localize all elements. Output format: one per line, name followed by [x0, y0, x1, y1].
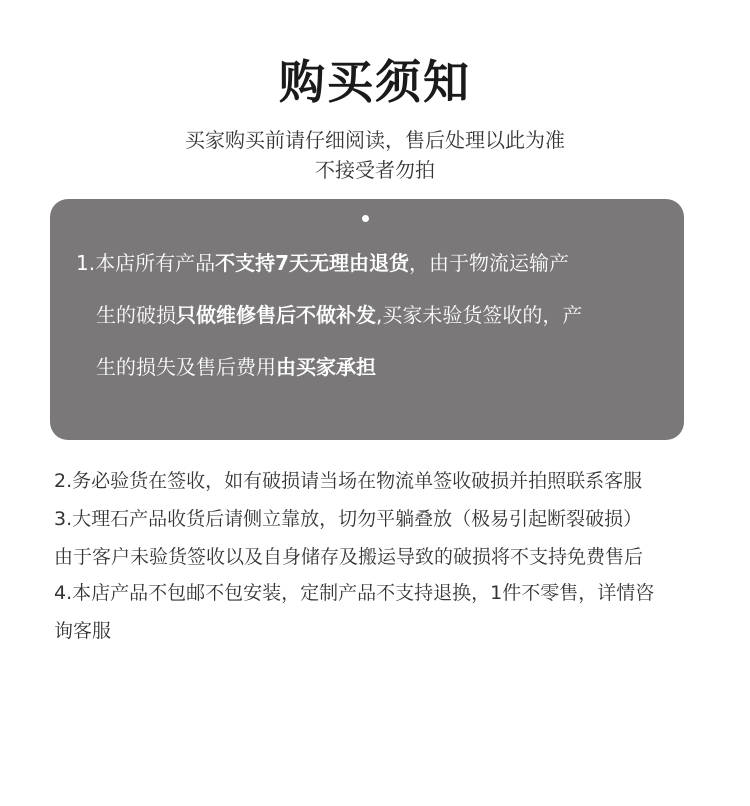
- page-title: 购买须知: [279, 55, 471, 109]
- subtitle-line-1: 买家购买前请仔细阅读，售后处理以此为准: [185, 128, 565, 152]
- notice-line-2-text: 生的破损: [96, 303, 176, 327]
- notice-line-1-text-end: ，由于物流运输产: [409, 251, 570, 275]
- rule-line-3: 3.大理石产品收货后请侧立靠放，切勿平躺叠放（极易引起断裂破损）: [54, 508, 643, 530]
- notice-line-3-bold: 由买家承担: [276, 355, 376, 379]
- notice-line-1-text: 1.本店所有产品: [76, 251, 216, 275]
- rule-line-2: 2.务必验货在签收，如有破损请当场在物流单签收破损并拍照联系客服: [54, 470, 643, 492]
- notice-line-1-bold: 不支持7天无理由退货: [215, 251, 410, 275]
- notice-line-2-text-end: ,买家未验货签收的，产: [376, 303, 583, 327]
- rule-line-3-continued: 由于客户未验货签收以及自身储存及搬运导致的破损将不支持免费售后: [54, 546, 644, 568]
- notice-line-3-text: 生的损失及售后费用: [96, 355, 276, 379]
- notice-line-1: [76, 248, 569, 278]
- notice-box: [50, 199, 684, 440]
- notice-line-2: [96, 300, 582, 330]
- notice-line-3: [96, 352, 376, 382]
- notice-line-2-bold: 只做维修售后不做补发: [176, 303, 376, 327]
- subtitle-line-2: 不接受者勿拍: [315, 158, 435, 182]
- rule-line-4: 4.本店产品不包邮不包安装，定制产品不支持退换，1件不零售，详情咨: [54, 582, 655, 604]
- bullet-dot-icon: [362, 215, 369, 222]
- rule-line-4-continued: 询客服: [54, 620, 112, 642]
